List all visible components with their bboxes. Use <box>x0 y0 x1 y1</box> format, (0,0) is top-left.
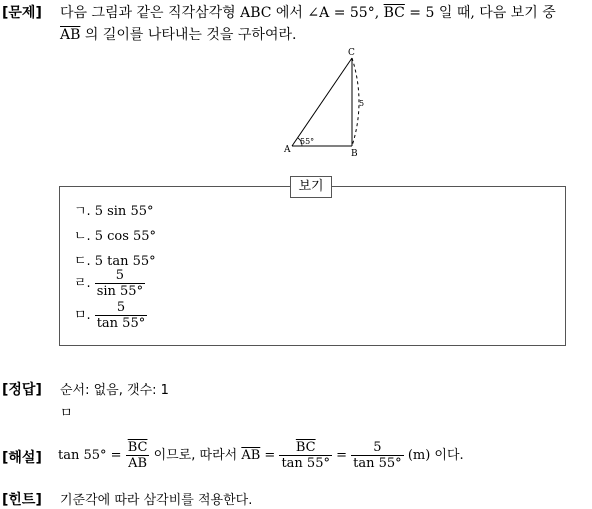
problem-line-1 <box>60 2 556 22</box>
answer-line-1: 순서: 없음, 갯수: 1 <box>60 383 169 398</box>
problem-text-c: 의 길이를 나타내는 것을 구하여라. <box>80 27 297 43</box>
item-expr: 5 cos 55° <box>94 229 157 244</box>
hint-text: 기준각에 따라 삼각비를 적용한다. <box>60 493 253 508</box>
item-fraction <box>95 300 148 331</box>
item-mark: ㄴ. <box>74 229 91 244</box>
explanation-line <box>58 436 464 476</box>
item-expr: 5 sin 55° <box>94 204 154 219</box>
label-a: A <box>284 145 291 155</box>
bogi-item-5 <box>74 300 147 331</box>
item-expr: 5 tan 55° <box>94 254 156 269</box>
fraction-numerator: $\overline{BC}$ <box>127 440 148 455</box>
label-c: C <box>348 48 355 58</box>
bogi-item-3 <box>74 250 156 269</box>
label-b: B <box>351 149 358 159</box>
segment-bc: $\overline{BC}$ <box>383 5 405 21</box>
explanation-tag: [해설] <box>2 450 42 466</box>
problem-text-b: = 5 일 때, 다음 보기 중 <box>404 5 556 21</box>
explanation-lhs: tan 55° = <box>58 448 122 463</box>
side-label: 5 <box>359 99 365 108</box>
problem-line-2 <box>60 24 296 44</box>
equals-sign: = <box>331 448 352 463</box>
item-mark: ㄷ. <box>74 254 91 269</box>
fraction-denominator: AB <box>126 455 150 471</box>
fraction-denominator: sin 55° <box>96 284 144 299</box>
fraction-numerator: $\overline{BC}$ <box>295 440 316 455</box>
problem-tag: [문제] <box>2 5 42 21</box>
bogi-item-2 <box>74 225 156 244</box>
answer-tag: [정답] <box>2 382 42 398</box>
segment-ab: $\overline{AB}$ <box>241 448 261 463</box>
fraction-denominator: tan 55° <box>353 456 402 471</box>
answer-line-2: ㅁ <box>60 406 73 421</box>
fraction-bc-ab <box>126 440 150 471</box>
angle-label: 55° <box>300 137 315 146</box>
fraction-bc-tan <box>279 440 332 471</box>
item-mark: ㄹ. <box>74 276 91 291</box>
bogi-item-4 <box>74 268 145 299</box>
fraction-5-tan <box>351 440 404 471</box>
segment-ab: $\overline{AB}$ <box>60 27 81 43</box>
fraction-numerator: 5 <box>115 268 125 283</box>
item-fraction <box>95 268 145 299</box>
problem-text-a: 다음 그림과 같은 직각삼각형 ABC 에서 ∠A = 55°, <box>60 5 384 21</box>
bogi-item-1 <box>74 200 153 219</box>
fraction-denominator: tan 55° <box>96 316 146 331</box>
explanation-connector: 이므로, 따라서 <box>149 448 242 463</box>
item-mark: ㅁ. <box>74 308 91 323</box>
explanation-tail: (m) 이다. <box>403 448 464 463</box>
item-mark: ㄱ. <box>74 204 91 219</box>
fraction-numerator: 5 <box>116 300 126 315</box>
brace-bc <box>352 58 359 146</box>
fraction-numerator: 5 <box>373 440 382 455</box>
hint-tag: [힌트] <box>2 492 42 508</box>
fraction-denominator: tan 55° <box>281 456 330 471</box>
equals-sign: = <box>260 448 280 463</box>
triangle-figure <box>280 44 370 160</box>
side-ac <box>292 58 352 146</box>
bogi-title: 보기 <box>290 176 332 198</box>
